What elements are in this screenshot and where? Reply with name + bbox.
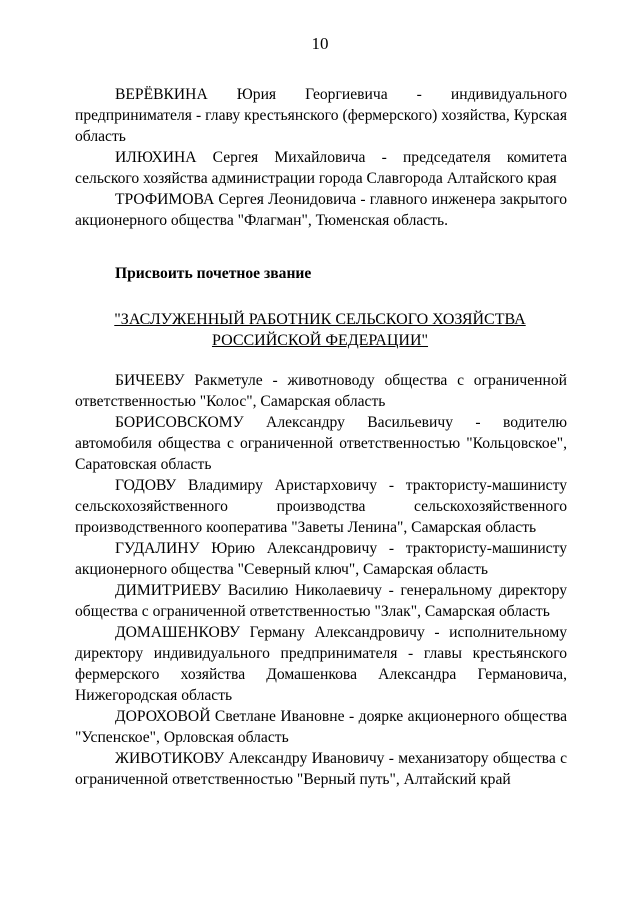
section-heading: Присвоить почетное звание: [115, 265, 312, 282]
paragraph: ЖИВОТИКОВУ Александру Ивановичу - механизатору общества с ограниченной ответственностью "Верный путь", Алтайский край: [75, 750, 567, 788]
paragraph: ГУДАЛИНУ Юрию Александровичу - трактористу-машинисту акционерного общества "Северный ключ", Самарская область: [75, 540, 567, 578]
title-line-1: "ЗАСЛУЖЕННЫЙ РАБОТНИК СЕЛЬСКОГО ХОЗЯЙСТВА: [114, 311, 526, 328]
page-number: 10: [311, 34, 329, 53]
paragraph: ВЕРЁВКИНА Юрия Георгиевича - индивидуального предпринимателя - главу крестьянского (фермерского) хозяйства, Курская область: [75, 86, 567, 145]
top-paragraphs: [75, 84, 567, 231]
paragraph: ИЛЮХИНА Сергея Михайловича - председателя комитета сельского хозяйства администрации города Славгорода Алтайского края: [75, 149, 567, 187]
paragraph: ДИМИТРИЕВУ Василию Николаевичу - генеральному директору общества с ограниченной ответственностью "Злак", Самарская область: [75, 582, 567, 620]
paragraph: БОРИСОВСКОМУ Александру Васильевичу - водителю автомобиля общества с ограниченной ответственностью "Кольцовское", Саратовская область: [75, 414, 567, 473]
paragraph: ТРОФИМОВА Сергея Леонидовича - главного инженера закрытого акционерного общества "Флагман", Тюменская область.: [75, 191, 567, 229]
paragraph: ДОРОХОВОЙ Светлане Ивановне - доярке акционерного общества "Успенское", Орловская область: [75, 708, 567, 746]
title-line-2: РОССИЙСКОЙ ФЕДЕРАЦИИ": [211, 332, 429, 349]
bottom-paragraphs: [75, 370, 567, 790]
paragraph: ГОДОВУ Владимиру Аристарховичу - трактористу-машинисту сельскохозяйственного производства сельскохозяйственного производственного кооператива "Заветы Ленина", Самарская область: [75, 477, 567, 536]
paragraph: ДОМАШЕНКОВУ Герману Александровичу - исполнительному директору индивидуального предпринимателя - главы крестьянского фермерского хозяйства Домашенкова Александра Германовича, Нижегородская область: [75, 624, 567, 704]
paragraph: БИЧЕЕВУ Ракметуле - животноводу общества с ограниченной ответственностью "Колос", Самарская область: [75, 372, 567, 410]
